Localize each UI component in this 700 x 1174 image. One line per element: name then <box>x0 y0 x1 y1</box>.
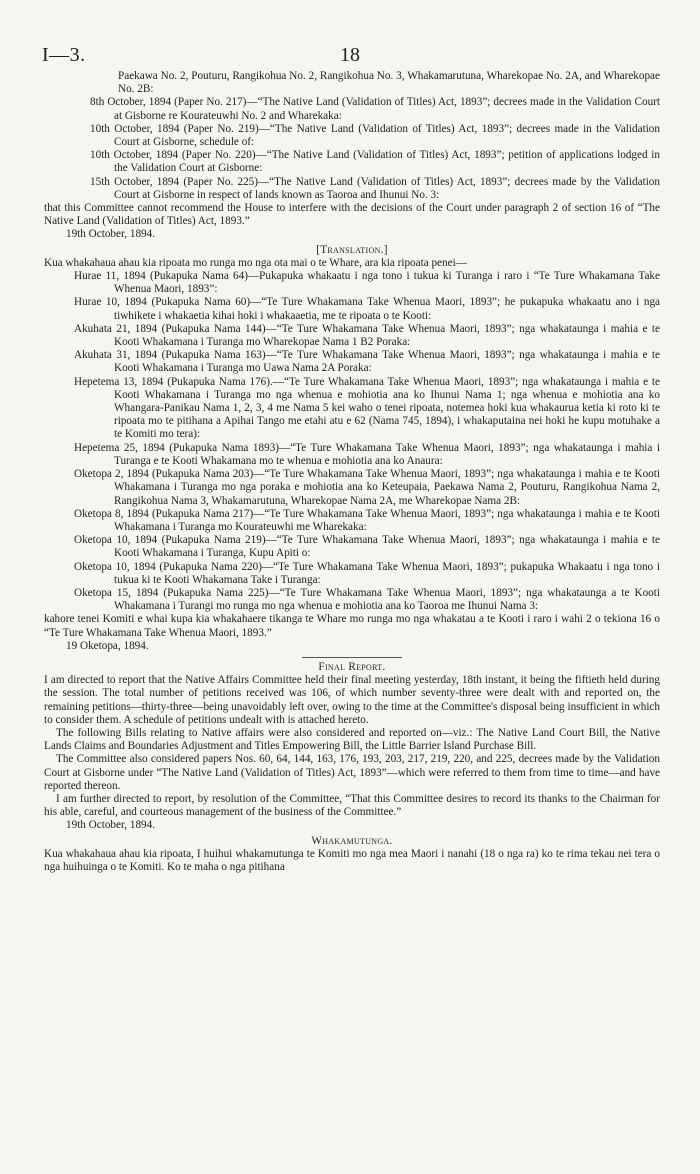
paragraph: I am directed to report that the Native Affairs Committee held their final meeting yesterday, 18th instant, it being the fiftieth held during the session. The total number of petitions received was 106, of which number seventy-three were dealt with and reported on, the remaining petitions—thirty-three—being unavoidably left over, owing to the time at the Committee's disposal being insufficient in which to consider them. A schedule of petitions undealt with is attached hereto. <box>44 674 660 726</box>
list-item: 8th October, 1894 (Paper No. 217)—“The Native Land (Validation of Titles) Act, 1893”; decrees made in the Validation Court at Gisborne re Kourateuwhi No. 2 and Wharekaka: <box>90 96 660 122</box>
list-item: Hepetema 13, 1894 (Pukapuka Nama 176).—“Te Ture Whakamana Take Whenua Maori, 1893”; nga whakataunga i mahia e te Kooti Whakamana i Turanga mo nga whenua e mohiotia ana ko Ihunui Nama 1; nga whenua e mohiotia ana ko Whangara-Panikau Nama 1, 2, 3, 4 me Nama 5 kei waho o tenei ripoata, notemea hoki kua whakaurua ketia ki roto ki te ripoata mo te pitihana a Apihai Tango me etahi atu e 62 (Nama 745, 1894), i whakaputaina nei hoki he kupu motuhake a te Komiti mo tera): <box>74 375 660 441</box>
translation-conclusion: kahore tenei Komiti e whai kupa kia whakahaere tikanga te Whare mo runga mo nga whakatau a te Kooti i raro i wahi 2 o tekiona 16 o “Te Ture Whakamana Take Whenua Maori, 1893.” <box>44 613 660 639</box>
list-item: 10th October, 1894 (Paper No. 219)—“The Native Land (Validation of Titles) Act, 1893”; decrees made in the Validation Court at Gisborne, schedule of: <box>90 122 660 149</box>
translation-heading: [Translation.] <box>316 243 388 256</box>
list-item: Paekawa No. 2, Pouturu, Rangikohua No. 2, Rangikohua No. 3, Whakamarutuna, Wharekopae No. 2A, and Wharekopae No. 2B: <box>118 70 660 96</box>
list-item: Oketopa 10, 1894 (Pukapuka Nama 219)—“Te Ture Whakamana Take Whenua Maori, 1893”; nga whakataunga i mahia e te Kooti Whakamana i Turanga, Kupu Apiti o: <box>74 534 660 560</box>
list-item: Hurae 10, 1894 (Pukapuka Nama 60)—“Te Ture Whakamana Take Whenua Maori, 1893”; he pukapuka whakaatu ano i nga tiwhikete i whakaetia kihai hoki i whakaaetia, me te ripoata o te Kooti: <box>74 296 660 322</box>
final-report-heading: Final Report. <box>318 660 386 673</box>
list-item: Oketopa 10, 1894 (Pukapuka Nama 220)—“Te Ture Whakamana Take Whenua Maori, 1893”; pukapuka Whakaatu i nga tono i tukua ki te Kooti Whakamana Take i Turanga: <box>74 560 660 586</box>
list-item: Oketopa 2, 1894 (Pukapuka Nama 203)—“Te Ture Whakamana Take Whenua Maori, 1893”; nga whakataunga i mahia e te Kooti Whakamana i Turanga mo nga poraka e mohiotia ana ko Keteupaia, Paekawa Nama 2, Pouturu, Rangikohua Nama 2, Rangikohua Nama 3, Whakamarutuna, Wharekopae Nama 2A, me Wharekopae Nama 2B: <box>74 468 660 507</box>
list-item: Oketopa 15, 1894 (Pukapuka Nama 225)—“Te Ture Whakamana Take Whenua Maori, 1893”; nga whakataunga a te Kooti Whakamana i Turangi mo runga mo nga whenua e mohiotia ana ko Taoroa me Ihunui Nama 3: <box>74 586 660 613</box>
list-item: Hepetema 25, 1894 (Pukapuka Nama 1893)—“Te Ture Whakamana Take Whenua Maori, 1893”; nga whakataunga i mahia i Turanga e te Kooti Whakamana mo te whenua e mohiotia ana ko Anaura: <box>74 441 660 467</box>
list-item: Hurae 11, 1894 (Pukapuka Nama 64)—Pukapuka whakaatu i nga tono i tukua ki Turanga i raro i “Te Ture Whakamana Take Whenua Maori, 1893”: <box>74 270 660 296</box>
paragraph: The following Bills relating to Native affairs were also considered and reported on—viz.: The Native Land Court Bill, the Native Lands Claims and Boundaries Adjustment and Titles Empowering Bill, the Little Barrier Island Purchase Bill. <box>44 726 660 753</box>
conclusion-text: that this Committee cannot recommend the House to interfere with the decisions of the Court under paragraph 2 of section 16 of “The Native Land (Validation of Titles) Act, 1893.” <box>44 202 660 228</box>
divider <box>302 657 402 658</box>
translation-intro: Kua whakahaua ahau kia ripoata mo runga mo nga ota mai o te Whare, ara kia ripoata penei— <box>44 256 467 269</box>
paragraph: The Committee also considered papers Nos. 60, 64, 144, 163, 176, 193, 203, 217, 219, 220, and 225, decrees made by the Validation Court at Gisborne under “The Native Land (Validation of Titles) Act, 1893”—which were referred to them from time to time—and have reported thereon. <box>44 753 660 792</box>
date-line: 19th October, 1894. <box>66 228 156 241</box>
page-header <box>0 44 700 66</box>
date-line: 19th October, 1894. <box>66 819 156 832</box>
document-body <box>44 70 660 874</box>
date-line: 19 Oketopa, 1894. <box>66 639 149 652</box>
whakamutunga-heading: Whakamutunga. <box>311 834 393 847</box>
list-item: Akuhata 21, 1894 (Pukapuka Nama 144)—“Te Ture Whakamana Take Whenua Maori, 1893”; nga whakataunga i mahia e te Kooti Whakamana i Turanga mo Wharekopae Nama 1 B2 Poraka: <box>74 322 660 349</box>
list-item: 10th October, 1894 (Paper No. 220)—“The Native Land (Validation of Titles) Act, 1893”; petition of applications lodged in the Validation Court at Gisborne: <box>90 149 660 175</box>
paragraph: I am further directed to report, by resolution of the Committee, “That this Committee desires to record its thanks to the Chairman for his able, careful, and courteous management of the business of the Committee.” <box>44 792 660 819</box>
list-item: Oketopa 8, 1894 (Pukapuka Nama 217)—“Te Ture Whakamana Take Whenua Maori, 1893”; nga whakataunga i mahia e te Kooti Whakamana i Turanga mo Kourateuwhi me Wharekaka: <box>74 507 660 533</box>
paragraph: Kua whakahaua ahau kia ripoata, I huihui whakamutunga te Komiti mo nga mea Maori i nanahi (18 o nga ra) ko te rima tekau nei tera o nga huihuinga o te Komiti. Ko te maha o nga pitihana <box>44 847 660 873</box>
document-id: I—3. <box>42 44 86 66</box>
list-item: Akuhata 31, 1894 (Pukapuka Nama 163)—“Te Ture Whakamana Take Whenua Maori, 1893”; nga whakataunga i mahia e te Kooti Whakamana i Turanga mo Uawa Nama 2A Poraka: <box>74 349 660 375</box>
page-number: 18 <box>340 44 360 66</box>
list-item: 15th October, 1894 (Paper No. 225)—“The Native Land (Validation of Titles) Act, 1893”; decrees made by the Validation Court at Gisborne in respect of lands known as Taoroa and Ihunui No. 3: <box>90 175 660 201</box>
